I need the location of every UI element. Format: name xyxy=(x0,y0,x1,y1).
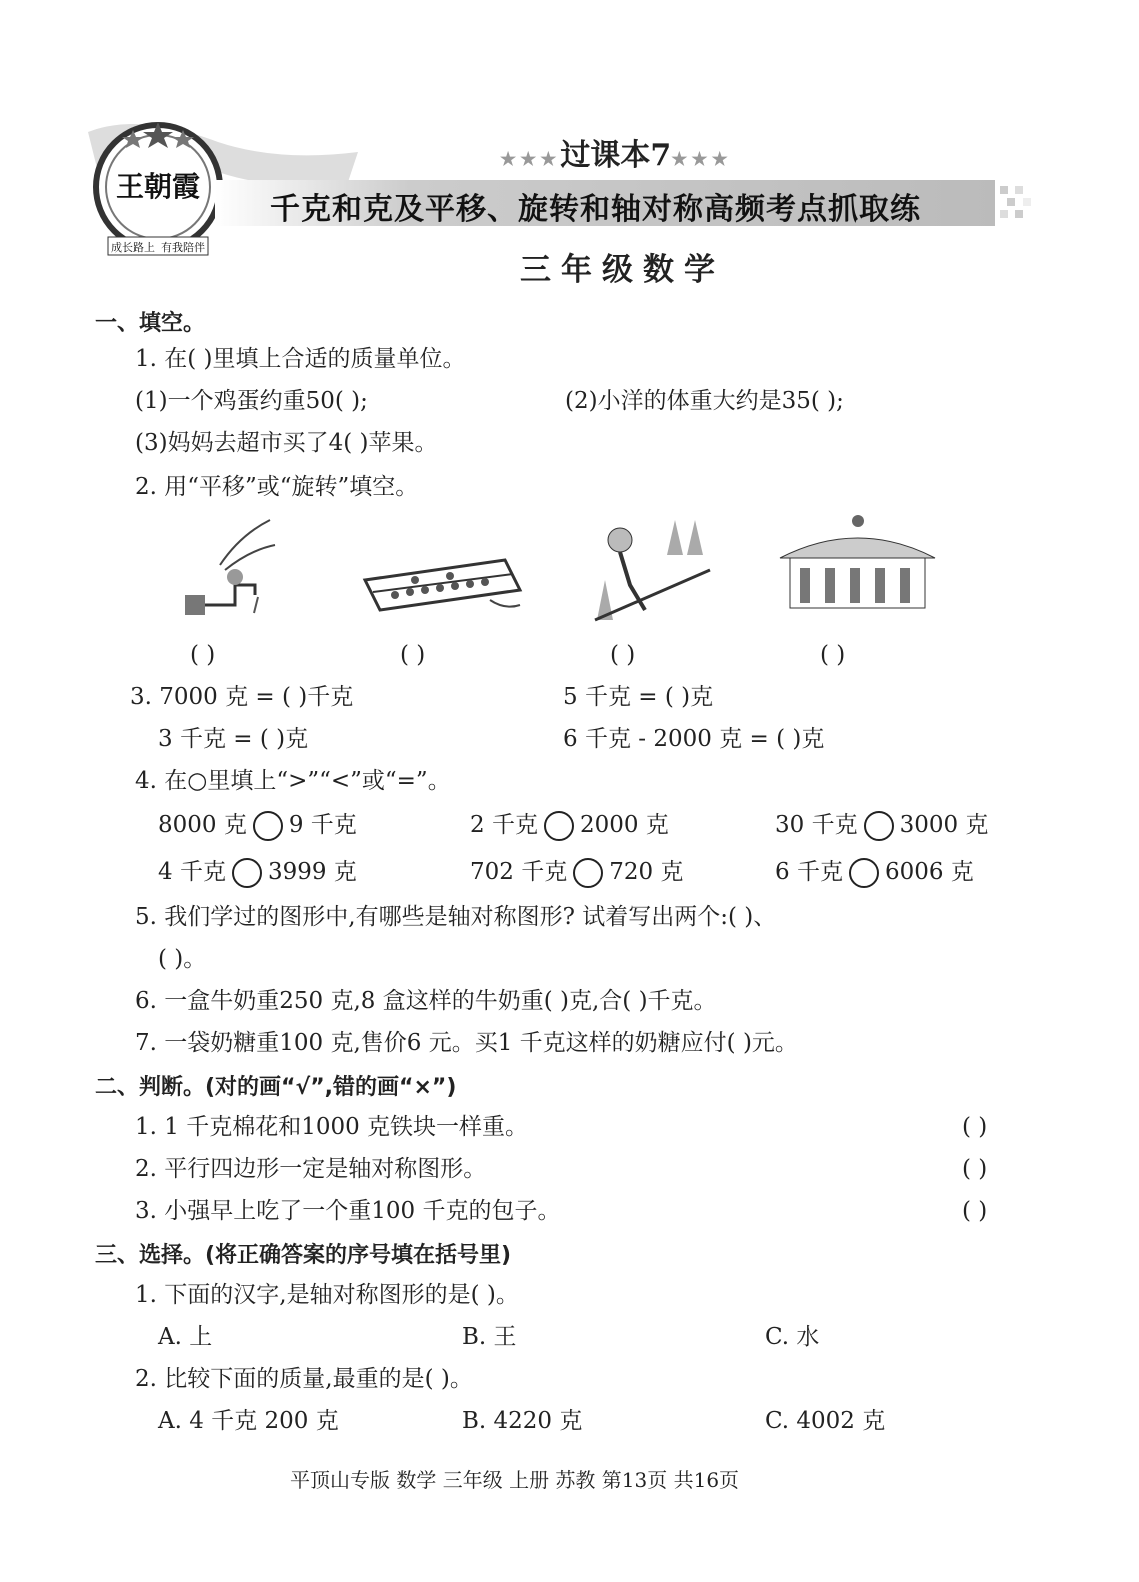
svg-text:王朝霞: 王朝霞 xyxy=(115,170,201,203)
page-title: 千克和克及平移、旋转和轴对称高频考点抓取练 xyxy=(270,192,921,227)
blank-4[interactable]: ( ) xyxy=(820,642,846,668)
compare-item: 2 千克 2000 克 xyxy=(470,810,669,841)
fill-q2: 2. 用“平移”或“旋转”填空。 xyxy=(135,474,419,500)
compare-circle[interactable] xyxy=(544,811,574,841)
choice-q2-option-a[interactable]: A. 4 千克 200 克 xyxy=(158,1408,339,1434)
page-footer: 平顶山专版 数学 三年级 上册 苏教 第13页 共16页 xyxy=(290,1468,740,1492)
svg-text:成长路上: 成长路上 xyxy=(111,241,155,254)
carousel-picture xyxy=(770,513,945,618)
fill-q3-d: 6 千克 - 2000 克 = ( )克 xyxy=(563,726,825,752)
fill-q4: 4. 在○里填上“>”“<”或“=”。 xyxy=(135,768,451,794)
choice-q1: 1. 下面的汉字,是轴对称图形的是( )。 xyxy=(135,1282,519,1308)
blank-1[interactable]: ( ) xyxy=(190,642,216,668)
compare-circle[interactable] xyxy=(573,858,603,888)
compare-circle[interactable] xyxy=(849,858,879,888)
compare-item: 8000 克 9 千克 xyxy=(158,810,357,841)
judge-item-1: 1. 1 千克棉花和1000 克铁块一样重。 xyxy=(135,1114,529,1140)
choice-q2-option-c[interactable]: C. 4002 克 xyxy=(765,1408,886,1434)
fill-q6: 6. 一盒牛奶重250 克,8 盒这样的牛奶重( )克,合( )千克。 xyxy=(135,988,717,1014)
fill-q5-b: ( )。 xyxy=(158,946,207,972)
compare-item: 702 千克 720 克 xyxy=(470,857,683,888)
judge-blank[interactable]: ( ) xyxy=(962,1156,988,1182)
fill-q1-2: (2)小洋的体重大约是35( ); xyxy=(565,388,844,414)
fill-q5-a: 5. 我们学过的图形中,有哪些是轴对称图形? 试着写出两个:( )、 xyxy=(135,904,777,930)
blank-2[interactable]: ( ) xyxy=(400,642,426,668)
section-choice: 三、选择。(将正确答案的序号填在括号里) xyxy=(95,1243,512,1268)
fill-q3-b: 5 千克 = ( )克 xyxy=(563,684,714,710)
choice-q1-option-a[interactable]: A. 上 xyxy=(158,1324,213,1350)
fill-q3-a: 3. 7000 克 = ( )千克 xyxy=(130,684,354,710)
compare-item: 4 千克 3999 克 xyxy=(158,857,357,888)
judge-blank[interactable]: ( ) xyxy=(962,1114,988,1140)
compare-item: 30 千克 3000 克 xyxy=(775,810,988,841)
compare-circle[interactable] xyxy=(232,858,262,888)
blank-3[interactable]: ( ) xyxy=(610,642,636,668)
fill-q1: 1. 在( )里填上合适的质量单位。 xyxy=(135,346,466,372)
compare-circle[interactable] xyxy=(253,811,283,841)
section-fill: 一、填空。 xyxy=(95,311,206,336)
page-subtitle: 三年级数学 xyxy=(520,252,725,288)
faucet-picture xyxy=(180,515,280,625)
compare-circle[interactable] xyxy=(864,811,894,841)
judge-item-2: 2. 平行四边形一定是轴对称图形。 xyxy=(135,1156,487,1182)
fill-q1-3: (3)妈妈去超市买了4( )苹果。 xyxy=(135,430,438,456)
judge-blank[interactable]: ( ) xyxy=(962,1198,988,1224)
section-judge: 二、判断。(对的画“√”,错的画“×”) xyxy=(95,1075,457,1100)
compare-item: 6 千克 6006 克 xyxy=(775,857,974,888)
judge-item-3: 3. 小强早上吃了一个重100 千克的包子。 xyxy=(135,1198,561,1224)
series-label: ★★★过课本7★★★ xyxy=(500,138,732,173)
fill-q3-c: 3 千克 = ( )克 xyxy=(158,726,309,752)
abacus-picture xyxy=(355,540,525,620)
choice-q1-option-c[interactable]: C. 水 xyxy=(765,1324,820,1350)
fill-q1-1: (1)一个鸡蛋约重50( ); xyxy=(135,388,368,414)
choice-q2-option-b[interactable]: B. 4220 克 xyxy=(462,1408,583,1434)
fill-q7: 7. 一袋奶糖重100 克,售价6 元。买1 千克这样的奶糖应付( )元。 xyxy=(135,1030,798,1056)
choice-q1-option-b[interactable]: B. 王 xyxy=(462,1324,517,1350)
svg-text:有我陪伴: 有我陪伴 xyxy=(161,241,205,254)
skier-picture xyxy=(585,515,715,625)
choice-q2: 2. 比较下面的质量,最重的是( )。 xyxy=(135,1366,473,1392)
